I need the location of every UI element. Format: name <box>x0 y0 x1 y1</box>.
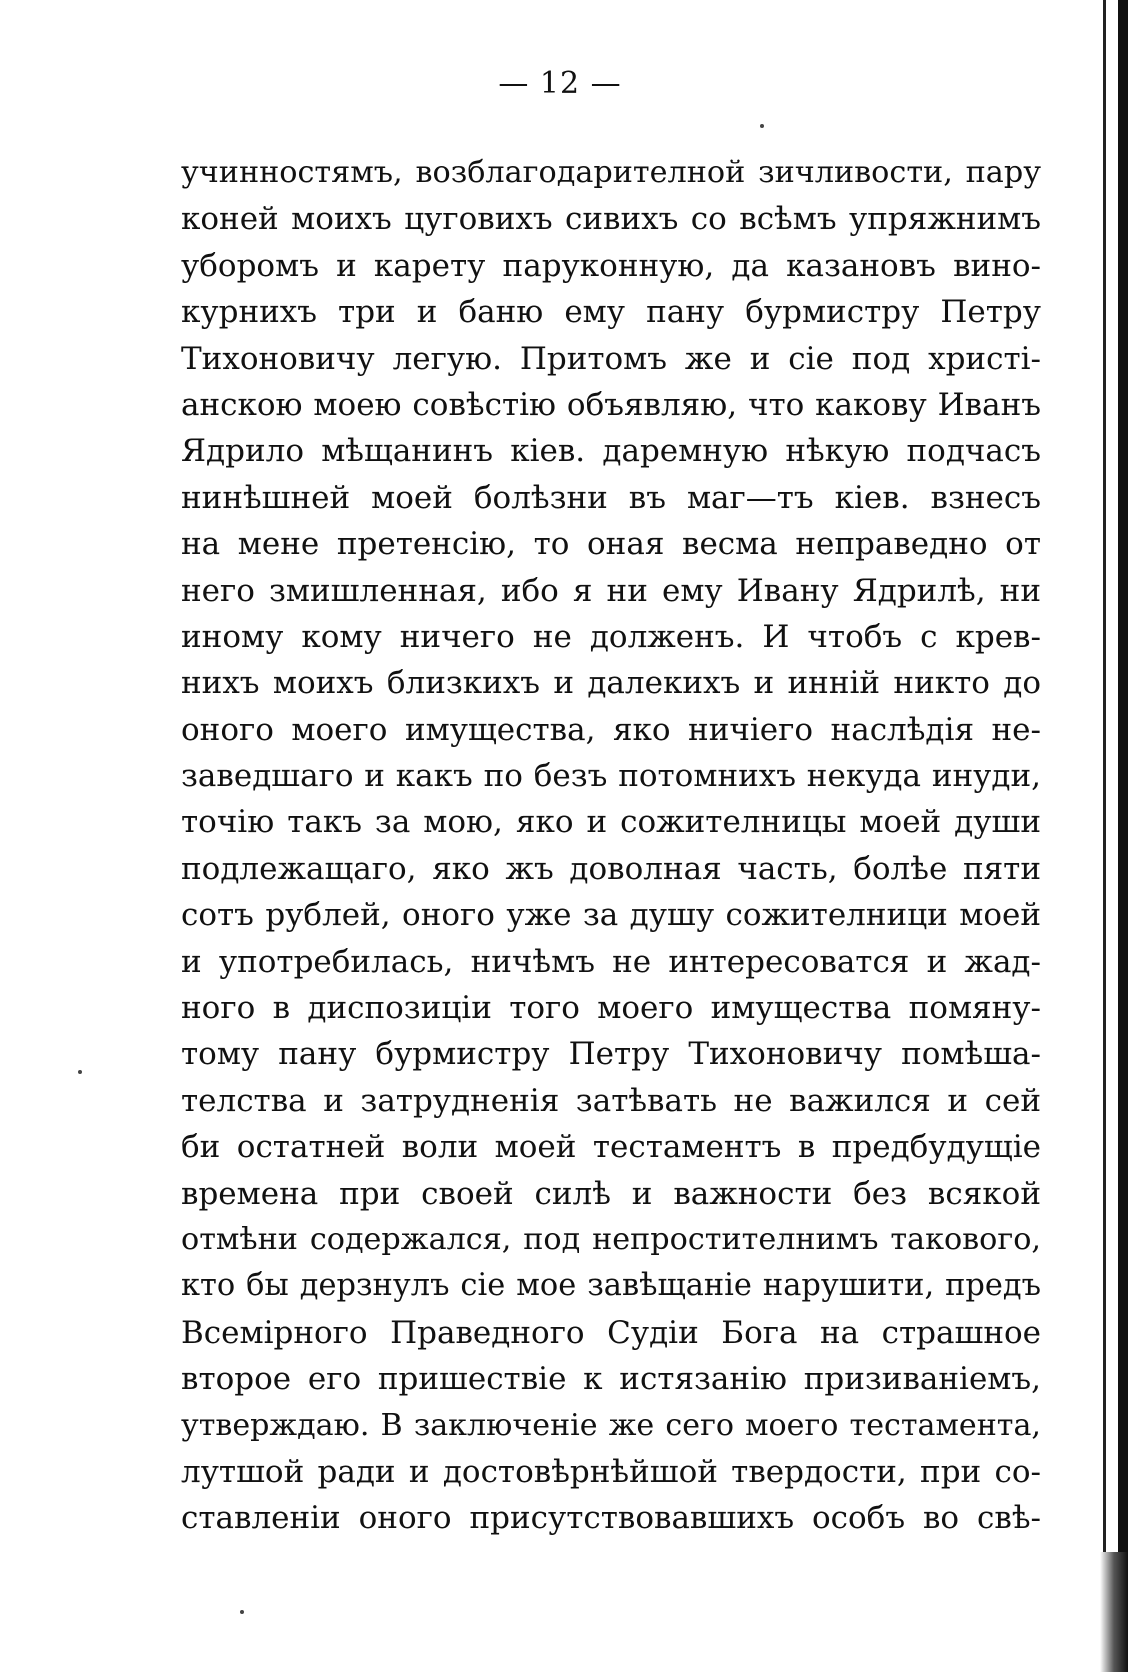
page-edge-shadow <box>1118 0 1128 1672</box>
text-line: Всемірного Праведного Судіи Бога на страшное <box>181 1314 1041 1351</box>
text-line: нихъ моихъ близкихъ и далекихъ и инній никто до <box>181 665 1041 702</box>
text-line: би остатней воли моей тестаментъ в предбудущіе <box>181 1129 1041 1166</box>
page-number: — 12 — <box>498 66 622 101</box>
print-speck <box>78 1070 82 1074</box>
text-line: курнихъ три и баню ему пану бурмистру Петру <box>181 294 1041 331</box>
text-line: уборомъ и карету паруконную, да казановъ вино- <box>181 247 1041 284</box>
text-line: заведшаго и какъ по безъ потомнихъ некуда инуди, <box>181 758 1041 795</box>
text-line: времена при своей силѣ и важности без всякой <box>181 1175 1041 1212</box>
body-text <box>181 150 1041 1542</box>
text-line: сотъ рублей, оного уже за душу сожителници моей <box>181 897 1041 934</box>
text-line: коней моихъ цуговихъ сивихъ со всѣмъ упряжнимъ <box>181 201 1041 238</box>
text-line: учинностямъ, возблагодарителной зичливости, пару <box>181 155 1041 190</box>
text-line: телства и затрудненія затѣвать не важился и сей <box>181 1082 1041 1119</box>
text-line: подлежащаго, яко жъ доволная часть, болѣе пяти <box>181 850 1041 887</box>
text-line: Ядрило мѣщанинъ кіев. даремную нѣкую подчасъ <box>181 433 1041 470</box>
print-speck <box>240 1610 244 1614</box>
text-line: тому пану бурмистру Петру Тихоновичу помѣша- <box>181 1036 1041 1073</box>
text-line: лутшой ради и достовѣрнѣйшой твердости, при со- <box>181 1453 1041 1490</box>
page-edge-corner <box>1100 1552 1128 1672</box>
text-line: и употребилась, ничѣмъ не интересоватся и жад- <box>181 943 1041 980</box>
text-line: утверждаю. В заключеніе же сего моего тестамента, <box>181 1407 1041 1443</box>
text-line: анскою моею совѣстію объявляю, что какову Иванъ <box>181 386 1041 423</box>
text-line: Тихоновичу легую. Притомъ же и сіе под христі- <box>181 340 1041 377</box>
text-line: кто бы дерзнулъ сіе мое завѣщаніе нарушити, предъ <box>181 1268 1041 1304</box>
text-line: второе его пришествіе к истязанію призиваніемъ, <box>181 1361 1041 1398</box>
page-edge-line <box>1103 0 1106 1672</box>
text-line: на мене претенсію, то оная весма неправедно от <box>181 526 1041 563</box>
text-line: ного в диспозиціи того моего имущества помяну- <box>181 990 1041 1027</box>
text-line: точію такъ за мою, яко и сожителницы моей души <box>181 804 1041 841</box>
text-line: отмѣни содержался, под непростителнимъ таковогo, <box>181 1221 1041 1257</box>
text-line: иному кому ничего не долженъ. И чтобъ с крев- <box>181 618 1041 655</box>
text-line: оного моего имущества, яко ничіего наслѣдія не- <box>181 711 1041 748</box>
text-line: ставленіи оного присутствовавшихъ особъ во свѣ- <box>181 1500 1041 1537</box>
text-line: него змишленная, ибо я ни ему Ивану Ядрилѣ, ни <box>181 572 1041 609</box>
print-speck <box>760 124 764 128</box>
text-line: нинѣшней моей болѣзни въ маг—тъ кіев. взнесъ <box>181 479 1041 516</box>
